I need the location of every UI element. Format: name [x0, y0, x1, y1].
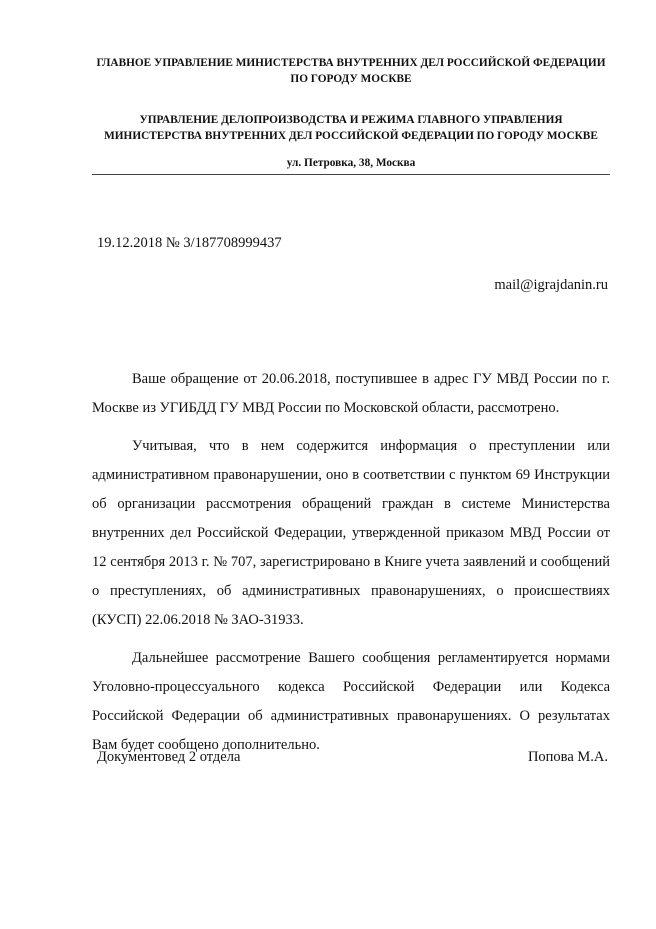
- signatory-position: Документовед 2 отдела: [97, 749, 241, 765]
- body-paragraph-2: Учитывая, что в нем содержится информация о преступлении или административном правонарушении, оно в соответствии с пунктом 69 Инструкции об организации рассмотрения обращений граждан в системе Министерства внутренних дел Российской Федерации, утвержденной приказом МВД России от 12 сентября 2013 г. № 707, зарегистрировано в Книге учета заявлений и сообщений о преступлениях, об административных правонарушениях, о происшествиях (КУСП) 22.06.2018 № ЗАО-31933.: [92, 438, 610, 628]
- signatory-name: Попова М.А.: [527, 749, 608, 765]
- department-name-line-2: МИНИСТЕРСТВА ВНУТРЕННИХ ДЕЛ РОССИЙСКОЙ ФЕДЕРАЦИИ ПО ГОРОДУ МОСКВЕ: [104, 130, 598, 142]
- body-paragraph-3: Дальнейшее рассмотрение Вашего сообщения регламентируется нормами Уголовно-процессуального кодекса Российской Федерации или Кодекса Российской Федерации об административных правонарушениях. О результатах Вам будет сообщено дополнительно.: [92, 650, 610, 753]
- organization-address: ул. Петровка, 38, Москва: [286, 157, 416, 169]
- body-paragraph-1: Ваше обращение от 20.06.2018, поступившее в адрес ГУ МВД России по г. Москве из УГИБДД ГУ МВД России по Московской области, рассмотрено.: [92, 371, 610, 416]
- letter-body: [92, 365, 610, 760]
- letter-date-number: 19.12.2018 № 3/187708999437: [97, 235, 282, 251]
- organization-name-line-1: ГЛАВНОЕ УПРАВЛЕНИЕ МИНИСТЕРСТВА ВНУТРЕННИХ ДЕЛ РОССИЙСКОЙ ФЕДЕРАЦИИ: [96, 57, 606, 69]
- organization-name-line-2: ПО ГОРОДУ МОСКВЕ: [290, 73, 412, 85]
- department-name-line-1: УПРАВЛЕНИЕ ДЕЛОПРОИЗВОДСТВА И РЕЖИМА ГЛАВНОГО УПРАВЛЕНИЯ: [139, 114, 563, 126]
- recipient-email: mail@igrajdanin.ru: [494, 277, 608, 293]
- header-divider: [92, 174, 610, 175]
